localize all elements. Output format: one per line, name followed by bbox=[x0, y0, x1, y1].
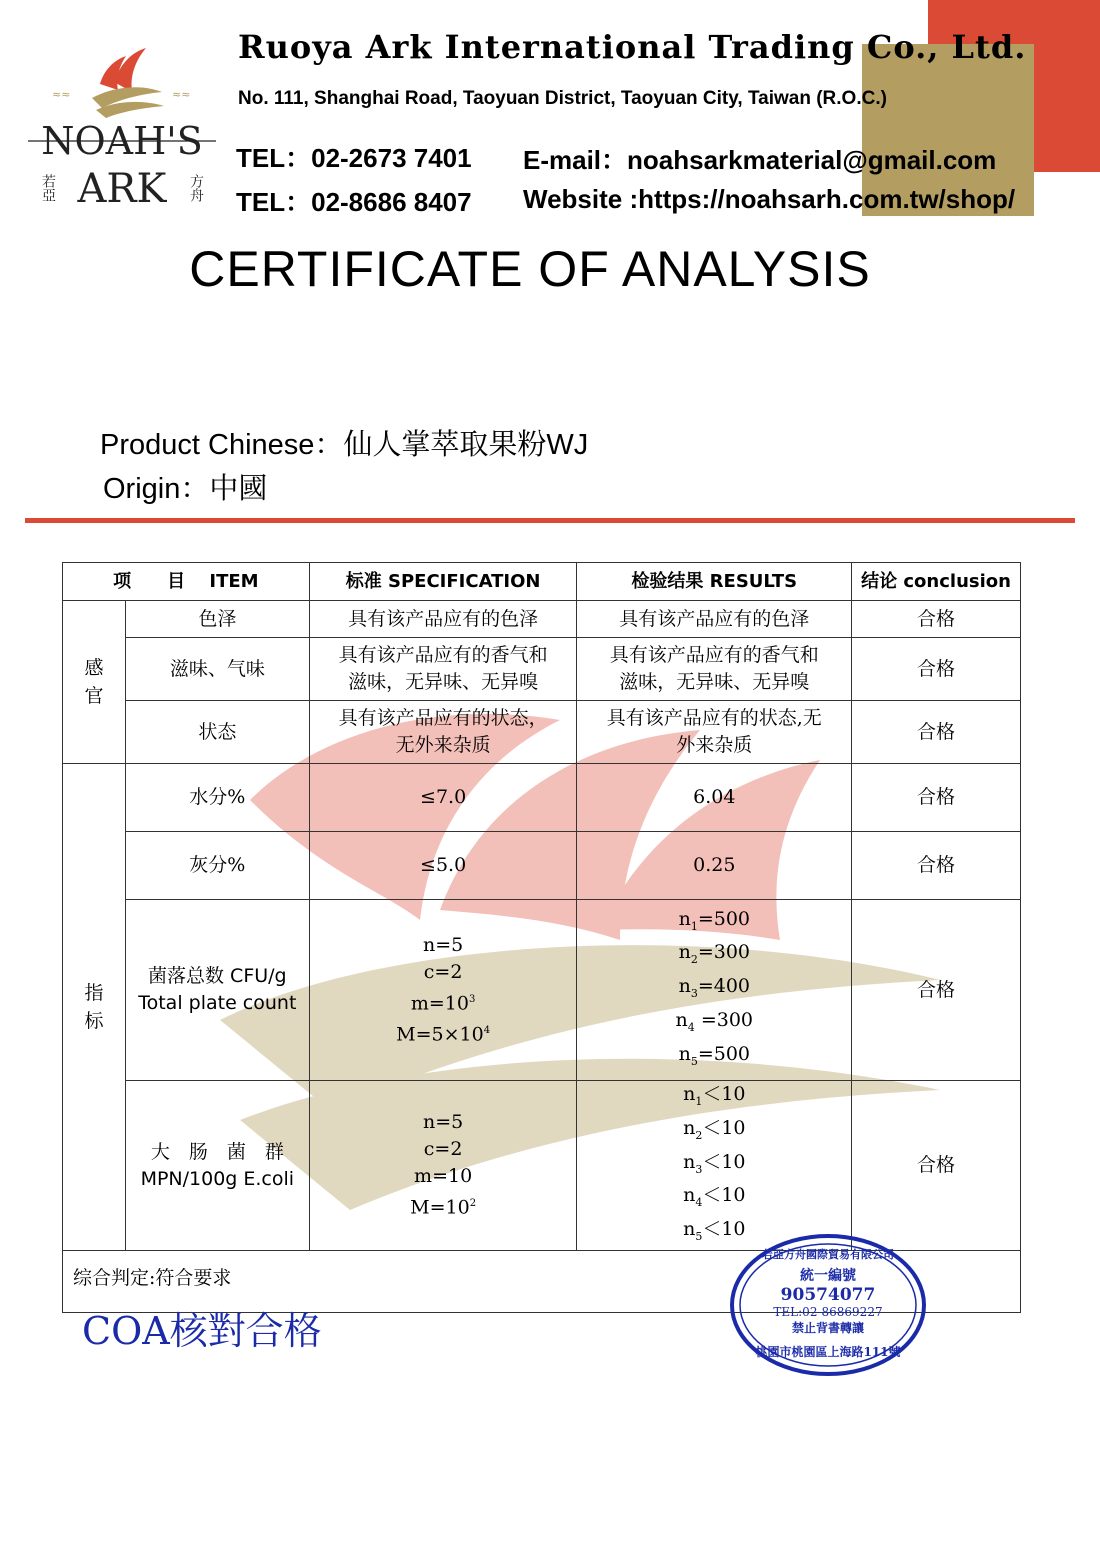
spec-coliform: n=5 c=2 m=10 $M=10^2$ bbox=[309, 1081, 577, 1251]
result-color: 具有该产品应有的色泽 bbox=[577, 601, 852, 638]
group-sensory: 感官 bbox=[63, 601, 126, 764]
seal-label: 統一編號 bbox=[800, 1268, 856, 1284]
item-moisture: 水分% bbox=[125, 764, 309, 832]
conclusion-moisture: 合格 bbox=[852, 764, 1021, 832]
product-name: Product Chinese：仙人掌萃取果粉WJ bbox=[100, 429, 589, 461]
spec-total-plate-count: n=5 c=2 $m=10^3$ $M=5\times 10^4$ bbox=[309, 900, 577, 1081]
conclusion-state: 合格 bbox=[852, 701, 1021, 764]
seal-top-text: 若亞方舟國際貿易有限公司 bbox=[762, 1248, 894, 1261]
overall-judgement: 综合判定:符合要求 bbox=[63, 1251, 1021, 1313]
item-taste: 滋味、气味 bbox=[125, 638, 309, 701]
table-row bbox=[63, 764, 1021, 832]
logo-cn-left: 若亞 bbox=[40, 174, 56, 202]
logo-cn-right: 方舟 bbox=[188, 174, 204, 202]
spec-moisture: ≤7.0 bbox=[309, 764, 577, 832]
table-row bbox=[63, 638, 1021, 701]
conclusion-total-plate-count: 合格 bbox=[852, 900, 1021, 1081]
company-seal bbox=[728, 1232, 928, 1378]
item-state: 状态 bbox=[125, 701, 309, 764]
company-name: Ruoya Ark International Trading Co., Ltd. bbox=[238, 28, 1027, 66]
spec-taste: 具有该产品应有的香气和 滋味，无异味、无异嗅 bbox=[309, 638, 577, 701]
svg-text:≈≈: ≈≈ bbox=[172, 88, 191, 101]
item-coliform: 大 肠 菌 群 MPN/100g E.coli bbox=[125, 1081, 309, 1251]
item-total-plate-count: 菌落总数 CFU/g Total plate count bbox=[125, 900, 309, 1081]
spec-color: 具有该产品应有的色泽 bbox=[309, 601, 577, 638]
seal-bottom-text: 桃園市桃園區上海路111號 bbox=[755, 1345, 901, 1359]
item-ash: 灰分% bbox=[125, 832, 309, 900]
seal-tel: TEL:02-86869227 bbox=[773, 1305, 883, 1319]
spec-state: 具有该产品应有的状态， 无外来杂质 bbox=[309, 701, 577, 764]
result-total-plate-count: $n_1=500$ $n_2=300$ $n_3=400$ $n_4 =300$ $n_5=500$ bbox=[577, 900, 852, 1081]
document-title: CERTIFICATE OF ANALYSIS bbox=[189, 241, 871, 297]
table-row bbox=[63, 701, 1021, 764]
product-origin: Origin：中國 bbox=[103, 473, 268, 505]
header-divider bbox=[25, 518, 1075, 523]
table-row bbox=[63, 1081, 1021, 1251]
result-moisture: 6.04 bbox=[577, 764, 852, 832]
conclusion-taste: 合格 bbox=[852, 638, 1021, 701]
email-address: E-mail：noahsarkmaterial@gmail.com bbox=[523, 145, 997, 175]
spec-ash: ≤5.0 bbox=[309, 832, 577, 900]
header-results: 检验结果 RESULTS bbox=[577, 563, 852, 601]
header-conclusion: 结论 conclusion bbox=[852, 563, 1021, 601]
seal-note: 禁止背書轉讓 bbox=[791, 1321, 865, 1335]
logo-text-line1: NOAH'S bbox=[41, 119, 203, 163]
logo-text-line2: ARK bbox=[77, 166, 167, 212]
telephone-1: TEL：02-2673 7401 bbox=[236, 143, 472, 173]
conclusion-coliform: 合格 bbox=[852, 1081, 1021, 1251]
company-address: No. 111, Shanghai Road, Taoyuan District, Taoyuan City, Taiwan (R.O.C.) bbox=[238, 88, 887, 109]
item-color: 色泽 bbox=[125, 601, 309, 638]
website-url: Website :https://noahsarh.com.tw/shop/ bbox=[523, 184, 1016, 214]
analysis-table bbox=[62, 562, 1021, 1313]
group-index: 指标 bbox=[63, 764, 126, 1251]
result-state: 具有该产品应有的状态,无 外来杂质 bbox=[577, 701, 852, 764]
header-item: 项 目 ITEM bbox=[63, 563, 310, 601]
table-row bbox=[63, 601, 1021, 638]
result-taste: 具有该产品应有的香气和 滋味，无异味、无异嗅 bbox=[577, 638, 852, 701]
table-row bbox=[63, 900, 1021, 1081]
telephone-2: TEL：02-8686 8407 bbox=[236, 187, 472, 217]
result-ash: 0.25 bbox=[577, 832, 852, 900]
seal-number: 90574077 bbox=[780, 1285, 876, 1305]
header-specification: 标准 SPECIFICATION bbox=[309, 563, 577, 601]
result-coliform: $n_1<10$ $n_2<10$ $n_3<10$ $n_4<10$ $n_5<10$ bbox=[577, 1081, 852, 1251]
handwritten-note: COA核對合格 bbox=[82, 1309, 322, 1353]
company-logo bbox=[22, 40, 222, 215]
table-header-row bbox=[63, 563, 1021, 601]
conclusion-ash: 合格 bbox=[852, 832, 1021, 900]
table-row bbox=[63, 832, 1021, 900]
conclusion-color: 合格 bbox=[852, 601, 1021, 638]
svg-text:≈≈: ≈≈ bbox=[52, 88, 71, 101]
